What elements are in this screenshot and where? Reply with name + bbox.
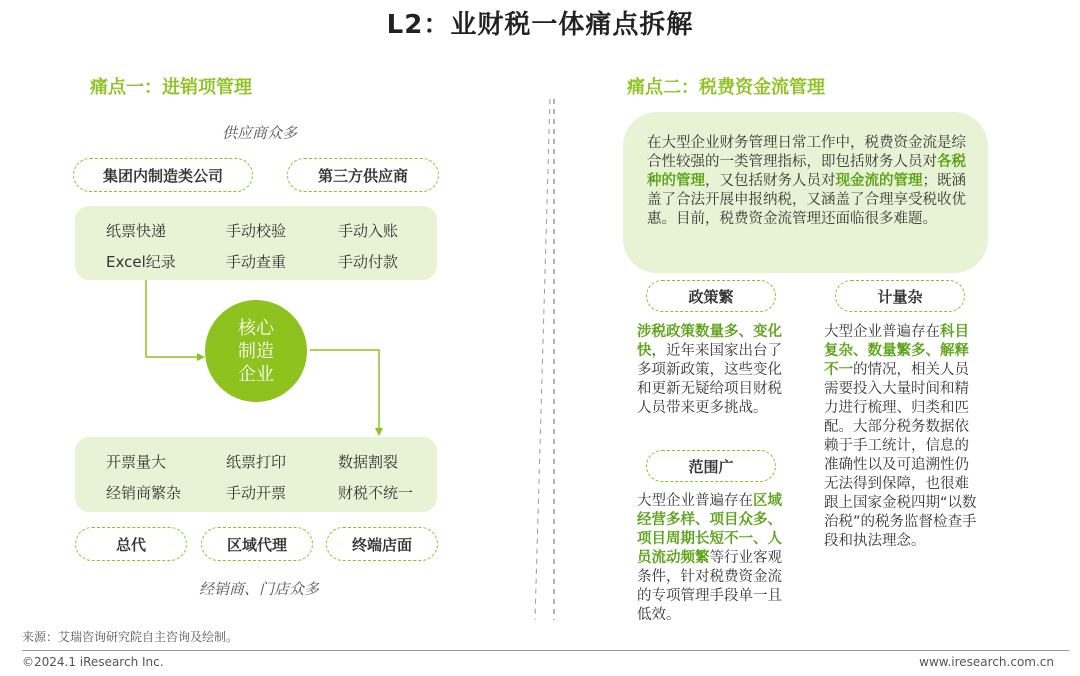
page-title: L2：业财税一体痛点拆解 — [386, 10, 694, 40]
process-item: 经销商繁杂 — [106, 484, 182, 502]
arrow-to-core — [146, 280, 200, 357]
process-item: 财税不统一 — [338, 484, 414, 502]
process-item: 纸票打印 — [226, 453, 287, 471]
pill-measurement: 计量杂 — [835, 280, 965, 312]
intro-box — [623, 112, 988, 273]
scope-text: 大型企业普遍存在区域经营多样、项目众多、项目周期长短不一、人员流动频繁等行业客观条件，针对税费资金流的专项管理手段单一且低效。 — [637, 493, 782, 623]
distributor-process-box — [75, 437, 437, 512]
core-enterprise-label: 核心制造企业 — [238, 317, 274, 385]
right-section-heading: 痛点二：税费资金流管理 — [627, 77, 825, 98]
source-note: 来源：艾瑞咨询研究院自主咨询及绘制。 — [22, 630, 239, 644]
core-enterprise-circle — [205, 300, 307, 402]
intro-text: 在大型企业财务管理日常工作中，税费资金流是综合性较强的一类管理指标，即包括财务人员对各税种的管理，又包括财务人员对现金流的管理；既涵盖了合法开展申报纳税，又涵盖了合理享受税收优惠。目前，税费资金流管理还面临很多难题。 — [647, 135, 966, 227]
section-divider — [530, 95, 560, 625]
policy-text: 涉税政策数量多、变化快，近年来国家出台了多项新政策，这些变化和更新无疑给项目财税人员带来更多挑战。 — [637, 324, 782, 416]
process-item: Excel纪录 — [106, 253, 176, 271]
website-link[interactable]: www.iresearch.com.cn — [919, 655, 1054, 669]
supplier-pill-group: 集团内制造类公司 — [73, 158, 253, 192]
distributor-label: 经销商、门店众多 — [199, 580, 320, 598]
supplier-pill-third-party: 第三方供应商 — [287, 158, 439, 192]
left-section-heading: 痛点一：进销项管理 — [90, 77, 252, 98]
distributor-pill-terminal: 终端店面 — [326, 527, 438, 561]
process-item: 手动入账 — [338, 222, 399, 240]
process-item: 开票量大 — [106, 453, 167, 471]
supplier-label: 供应商众多 — [222, 124, 298, 142]
distributor-pill-general: 总代 — [75, 527, 187, 561]
copyright: ©2024.1 iResearch Inc. — [22, 655, 164, 669]
arrowhead-to-core — [197, 353, 205, 361]
footer-divider — [22, 650, 1069, 651]
distributor-pill-regional: 区域代理 — [201, 527, 313, 561]
pill-scope: 范围广 — [646, 450, 776, 482]
process-item: 手动校验 — [226, 222, 287, 240]
process-item: 手动付款 — [338, 253, 399, 271]
process-item: 手动查重 — [226, 253, 287, 271]
arrow-from-core — [310, 350, 379, 430]
measurement-text: 大型企业普遍存在科目复杂、数量繁多、解释不一的情况，相关人员需要投入大量时间和精力进行梳理、归类和匹配。大部分税务数据依赖于手工统计，信息的准确性以及可追溯性仍无法得到保障，也很难跟上国家金税四期“以数治税”的税务监督检查手段和执法理念。 — [824, 324, 977, 549]
pill-policy: 政策繁 — [646, 280, 776, 312]
process-item: 手动开票 — [226, 484, 287, 502]
arrowhead-from-core — [375, 428, 383, 436]
process-item: 纸票快递 — [106, 222, 167, 240]
process-item: 数据割裂 — [338, 453, 399, 471]
